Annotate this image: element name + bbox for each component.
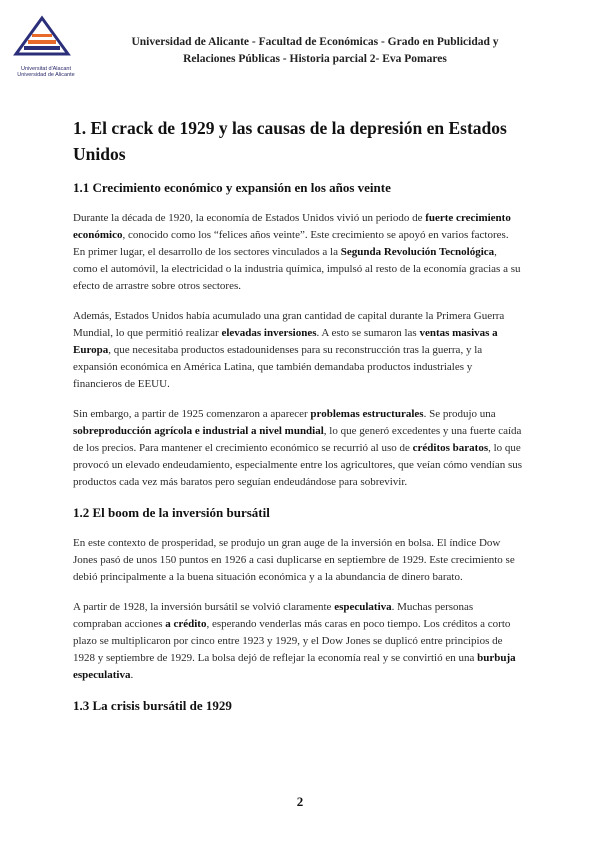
paragraph: Además, Estados Unidos había acumulado una gran cantidad de capital durante la Primera Guerra Mundial, lo que permitió realizar elevadas inversiones. A esto se sumaron las ventas masivas a Europa, que necesitaba productos estadounidenses para su reconstrucción tras la guerra, y la expansión económica en América Latina, que también demandaba productos industriales y financieros de EEUU. — [73, 310, 505, 390]
page-number: 2 — [296, 794, 304, 809]
document-body — [73, 115, 523, 728]
university-logo — [8, 14, 76, 76]
section-heading-1-1: 1.1 Crecimiento económico y expansión en los años veinte — [73, 180, 391, 195]
header-line-1: Universidad de Alicante - Facultad de Económicas - Grado en Publicidad y — [131, 36, 499, 48]
page-title: 1. El crack de 1929 y las causas de la depresión en Estados Unidos — [73, 118, 507, 164]
university-logo-text: Universitat d'Alacant Universidad de Alicante — [17, 66, 75, 78]
section-heading-1-3: 1.3 La crisis bursátil de 1929 — [73, 698, 232, 713]
university-logo-icon — [8, 14, 76, 66]
section-heading-1-2: 1.2 El boom de la inversión bursátil — [73, 505, 270, 520]
paragraph: Sin embargo, a partir de 1925 comenzaron a aparecer problemas estructurales. Se produjo una sobreproducción agrícola e industrial a nivel mundial, lo que generó excedentes y una fuerte caída de los precios. Para mantener el crecimiento económico se recurrió al uso de créditos baratos, lo que provocó un elevado endeudamiento, especialmente entre los agricultores, que veían cómo vendían sus productos cada vez más baratos pero seguían endeudándose para sobrevivir. — [73, 408, 523, 488]
header-line-2: Relaciones Públicas - Historia parcial 2- Eva Pomares — [183, 53, 447, 65]
document-header — [90, 34, 540, 68]
paragraph: En este contexto de prosperidad, se produjo un gran auge de la inversión en bolsa. El índice Dow Jones pasó de unos 150 puntos en 1926 a casi duplicarse en septiembre de 1929. Este crecimiento se debió principalmente a la buena situación económica y a la abundancia de dinero barato. — [73, 537, 515, 583]
paragraph: Durante la década de 1920, la economía de Estados Unidos vivió un periodo de fuerte crecimiento económico, conocido como los “felices años veinte”. Este crecimiento se apoyó en varios factores. En primer lugar, el desarrollo de los sectores vinculados a la Segunda Revolución Tecnológica, como el automóvil, la electricidad o la industria química, impulsó al resto de la economía gracias a su efecto de arrastre sobre otros sectores. — [73, 212, 521, 292]
paragraph: A partir de 1928, la inversión bursátil se volvió claramente especulativa. Muchas personas compraban acciones a crédito, esperando venderlas más caras en poco tiempo. Los créditos a corto plazo se multiplicaron por cinco entre 1923 y 1929, y el Dow Jones se duplicó entre principios de 1928 y septiembre de 1929. La bolsa dejó de reflejar la economía real y se convirtió en una burbuja especulativa. — [73, 601, 516, 681]
